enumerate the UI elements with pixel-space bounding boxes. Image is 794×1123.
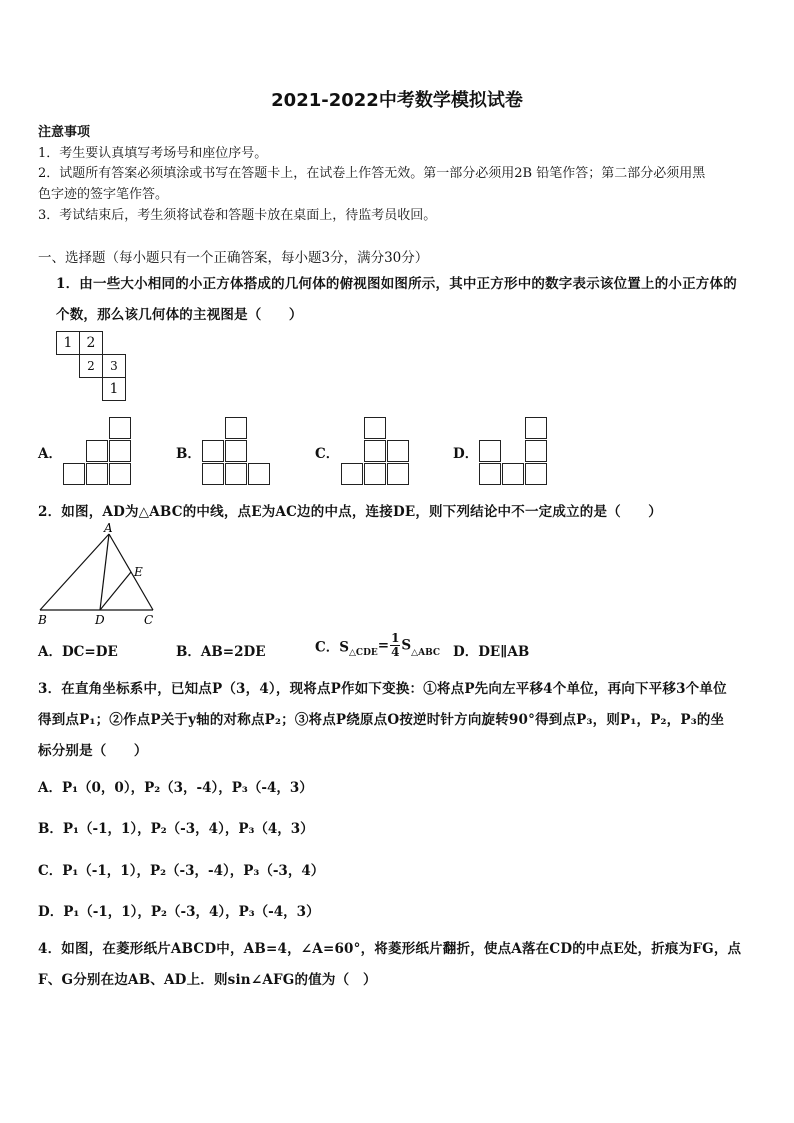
q3-option-d: D．P₁（-1，1），P₂（-3，4），P₃（-4，3） [38, 904, 320, 920]
vertex-label-b: B [38, 613, 47, 627]
note-item: 2．试题所有答案必须填涂或书写在答题卡上，在试卷上作答无效。第一部分必须用2B 铅笔作答；第二部分必须用黑 [38, 166, 706, 181]
vertex-label-a: A [104, 522, 113, 535]
note-item: 3．考试结束后，考生须将试卷和答题卡放在桌面上，待监考员收回。 [38, 208, 437, 223]
q2-option-a: A．DC=DE [38, 644, 118, 660]
question-4-text: 4．如图，在菱形纸片ABCD中，AB=4，∠A=60°，将菱形纸片翻折，使点A落在CD的中点E处，折痕为FG，点 [38, 941, 742, 957]
option-c-label: C． [315, 446, 340, 462]
q3-option-b: B．P₁（-1，1），P₂（-3，4），P₃（4，3） [38, 821, 314, 837]
q3-option-a: A．P₁（0，0），P₂（3，-4），P₃（-4，3） [38, 780, 313, 796]
question-4-text: F、G分别在边AB、AD上．则sin∠AFG的值为（ ） [38, 972, 377, 988]
q2-option-b: B．AB=2DE [176, 644, 266, 660]
q2-option-d: D．DE∥AB [453, 644, 530, 660]
option-a-label: A． [38, 446, 62, 462]
question-3-text: 标分别是（ ） [38, 743, 148, 759]
triangle-figure [38, 522, 158, 630]
top-view-cell: 1 [56, 331, 80, 355]
note-item: 1．考生要认真填写考场号和座位序号。 [38, 146, 268, 161]
vertex-label-d: D [95, 613, 105, 627]
question-2-text: 2．如图，AD为△ABC的中线，点E为AC边的中点，连接DE，则下列结论中不一定成立的是（ ） [38, 504, 662, 520]
q2-option-c: C．$S_{\triangle CDE}=$ $\frac{1}{4}$ $S_{\triangle ABC}$ [315, 631, 441, 659]
option-d-label: D． [453, 446, 479, 462]
notes-heading: 注意事项 [38, 125, 91, 140]
top-view-cell: 3 [102, 354, 126, 378]
question-3-text: 得到点P₁；②作点P关于y轴的对称点P₂；③将点P绕原点O按逆时针方向旋转90°得到点P₃，则P₁，P₂，P₃的坐 [38, 712, 725, 728]
top-view-cell: 1 [102, 377, 126, 401]
page-title: 2021-2022中考数学模拟试卷 [271, 90, 523, 111]
question-3-text: 3．在直角坐标系中，已知点P（3，4），现将点P作如下变换：①将点P先向左平移4个单位，再向下平移3个单位 [38, 681, 727, 697]
section-heading: 一、选择题（每小题只有一个正确答案，每小题3分，满分30分） [38, 250, 429, 266]
option-b-label: B． [176, 446, 201, 462]
question-1-text: 个数，那么该几何体的主视图是（ ） [56, 307, 303, 323]
vertex-label-c: C [144, 613, 154, 627]
top-view-cell: 2 [79, 354, 103, 378]
note-item: 色字迹的签字笔作答。 [38, 187, 169, 202]
question-1-text: 1．由一些大小相同的小正方体搭成的几何体的俯视图如图所示，其中正方形中的数字表示该位置上的小正方体的 [56, 276, 737, 292]
vertex-label-e: E [134, 565, 143, 579]
top-view-cell: 2 [79, 331, 103, 355]
q3-option-c: C．P₁（-1，1），P₂（-3，-4），P₃（-3，4） [38, 863, 325, 879]
